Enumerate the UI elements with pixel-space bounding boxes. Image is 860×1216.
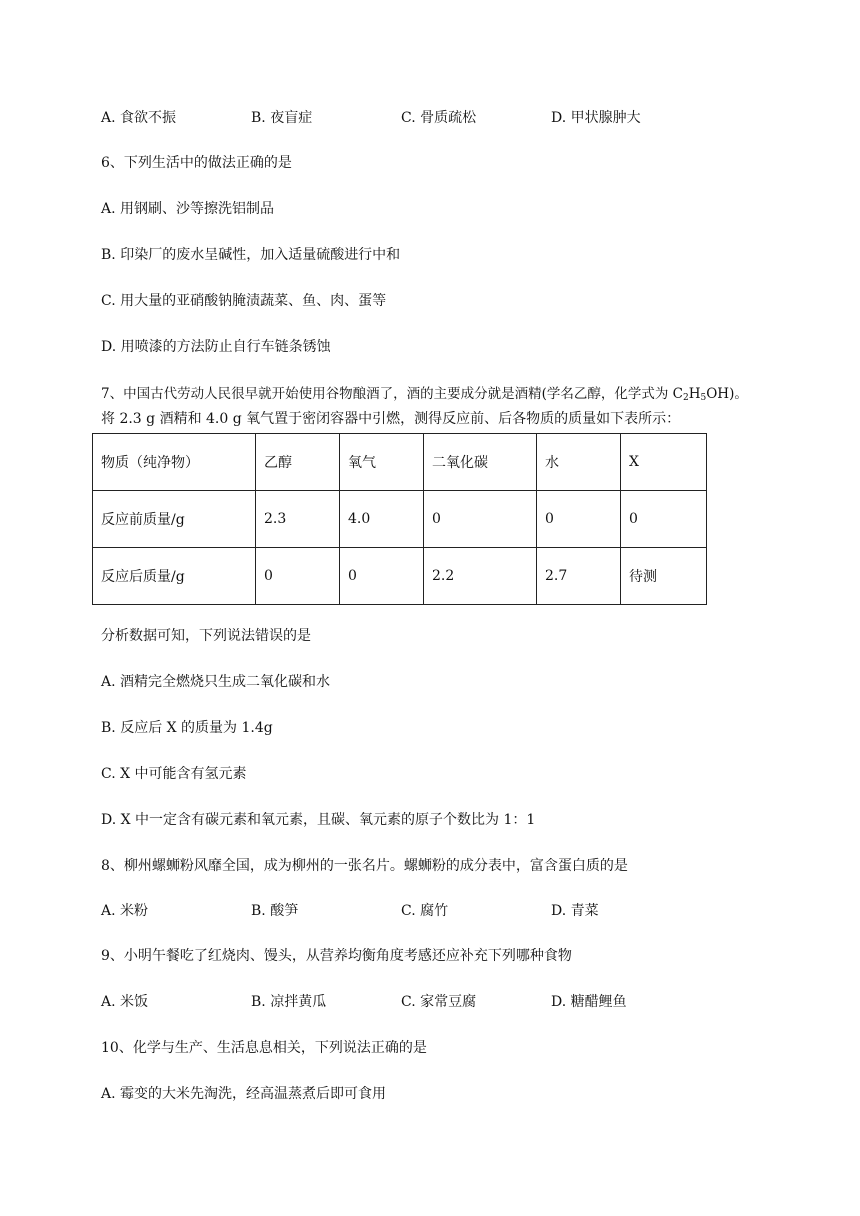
- q9-option-b: B. 凉拌黄瓜: [251, 994, 327, 1010]
- table-row: [93, 548, 707, 605]
- q7-stem-line1: [101, 384, 748, 404]
- table-header-row: [93, 434, 707, 491]
- table-header-cell: 水: [537, 434, 621, 491]
- q7-option-a: A. 酒精完全燃烧只生成二氧化碳和水: [101, 674, 331, 690]
- q5-option-c: C. 骨质疏松: [401, 110, 477, 126]
- table-cell: 0: [340, 548, 424, 605]
- table-header-cell: 物质（纯净物）: [93, 434, 256, 491]
- q7-sub-1: 2: [682, 393, 689, 403]
- table-header-cell: 二氧化碳: [424, 434, 537, 491]
- table-header-cell: 乙醇: [256, 434, 340, 491]
- q8-option-c: C. 腐竹: [401, 903, 449, 919]
- q7-option-d: D. X 中一定含有碳元素和氧元素，且碳、氧元素的原子个数比为 1：1: [101, 812, 536, 828]
- table-cell: 2.7: [537, 548, 621, 605]
- q6-option-a: A. 用钢刷、沙等擦洗铝制品: [101, 201, 275, 217]
- q5-option-b: B. 夜盲症: [251, 110, 313, 126]
- table-cell: 反应后质量/g: [93, 548, 256, 605]
- table-cell: 0: [537, 491, 621, 548]
- table-cell: 4.0: [340, 491, 424, 548]
- q7-stem-line2: 将 2.3 g 酒精和 4.0 g 氧气置于密闭容器中引燃，测得反应前、后各物质的质量如下表所示：: [101, 411, 681, 427]
- q6-option-c: C. 用大量的亚硝酸钠腌渍蔬菜、鱼、肉、蛋等: [101, 293, 387, 309]
- mass-table: [92, 433, 707, 605]
- q8-option-a: A. 米粉: [101, 903, 149, 919]
- table-cell: 待测: [621, 548, 707, 605]
- q10-stem: 10、化学与生产、生活息息相关，下列说法正确的是: [101, 1040, 427, 1056]
- q8-stem: 8、柳州螺蛳粉风靡全国，成为柳州的一张名片。螺蛳粉的成分表中，富含蛋白质的是: [101, 858, 628, 874]
- q7-option-b: B. 反应后 X 的质量为 1.4g: [101, 720, 273, 736]
- q7-sub-2: 5: [700, 393, 707, 403]
- q7-option-c: C. X 中可能含有氢元素: [101, 766, 247, 782]
- table-cell: 0: [621, 491, 707, 548]
- q7-stem-text: 7、中国古代劳动人民很早就开始使用谷物酿酒了，酒的主要成分就是酒精(学名乙醇，化学式为 C: [101, 386, 683, 402]
- table-header-cell: X: [621, 434, 707, 491]
- q8-option-d: D. 青菜: [551, 903, 599, 919]
- table-cell: 2.2: [424, 548, 537, 605]
- q6-option-d: D. 用喷漆的方法防止自行车链条锈蚀: [101, 339, 331, 355]
- q7-formula-tail: OH)。: [706, 386, 748, 402]
- q6-option-b: B. 印染厂的废水呈碱性，加入适量硫酸进行中和: [101, 247, 401, 263]
- q9-stem: 9、小明午餐吃了红烧肉、馒头，从营养均衡角度考感还应补充下列哪种食物: [101, 948, 572, 964]
- table-cell: 0: [256, 548, 340, 605]
- q10-option-a: A. 霉变的大米先淘洗，经高温蒸煮后即可食用: [101, 1086, 387, 1102]
- q7-formula-h: H: [688, 386, 701, 402]
- table-row: [93, 491, 707, 548]
- table-cell: 2.3: [256, 491, 340, 548]
- q9-option-a: A. 米饭: [101, 994, 149, 1010]
- q8-option-b: B. 酸笋: [251, 903, 299, 919]
- q5-option-a: A. 食欲不振: [101, 110, 177, 126]
- table-header-cell: 氧气: [340, 434, 424, 491]
- q6-stem: 6、下列生活中的做法正确的是: [101, 155, 292, 171]
- table-cell: 0: [424, 491, 537, 548]
- q7-analysis: 分析数据可知，下列说法错误的是: [101, 628, 311, 644]
- q9-option-d: D. 糖醋鲤鱼: [551, 994, 627, 1010]
- table-cell: 反应前质量/g: [93, 491, 256, 548]
- q9-option-c: C. 家常豆腐: [401, 994, 477, 1010]
- q5-option-d: D. 甲状腺肿大: [551, 110, 641, 126]
